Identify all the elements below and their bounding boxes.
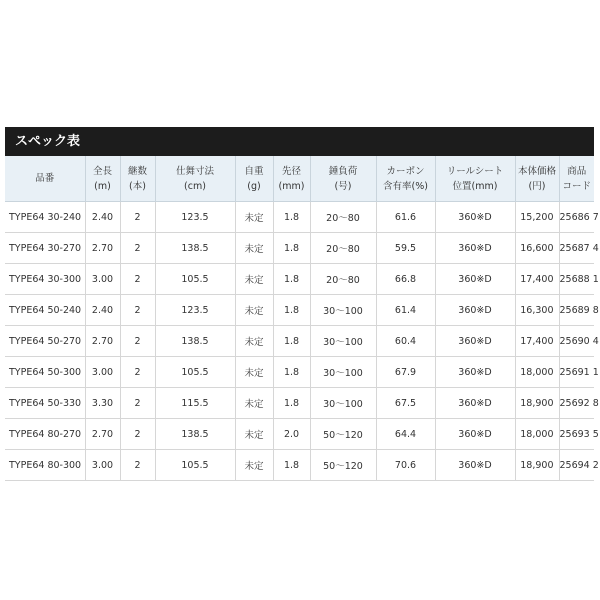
table-cell: 123.5 — [155, 295, 235, 326]
table-cell: 25687 4 — [559, 233, 594, 264]
table-cell: 360※D — [435, 450, 515, 481]
table-cell: 105.5 — [155, 264, 235, 295]
table-cell: 2.0 — [273, 419, 310, 450]
table-cell: TYPE64 30-270 — [5, 233, 85, 264]
table-cell: 未定 — [235, 326, 273, 357]
table-cell: 138.5 — [155, 233, 235, 264]
table-cell: 20〜80 — [310, 264, 376, 295]
header-cell: 継数 (本) — [120, 156, 155, 202]
table-cell: 2.70 — [85, 419, 120, 450]
table-cell: 16,600 — [515, 233, 559, 264]
header-cell: 錘負荷 (号) — [310, 156, 376, 202]
table-cell: 360※D — [435, 326, 515, 357]
table-cell: 3.00 — [85, 450, 120, 481]
table-row — [5, 357, 594, 388]
table-cell: 67.5 — [376, 388, 435, 419]
table-cell: 18,000 — [515, 357, 559, 388]
header-cell: 全長 (m) — [85, 156, 120, 202]
table-cell: 1.8 — [273, 233, 310, 264]
table-row — [5, 295, 594, 326]
table-row — [5, 388, 594, 419]
table-cell: 25694 2 — [559, 450, 594, 481]
table-cell: 360※D — [435, 233, 515, 264]
table-cell: 360※D — [435, 388, 515, 419]
table-cell: 25691 1 — [559, 357, 594, 388]
table-cell: 1.8 — [273, 357, 310, 388]
table-cell: 61.6 — [376, 202, 435, 233]
table-cell: TYPE64 50-240 — [5, 295, 85, 326]
header-cell: 先径 (mm) — [273, 156, 310, 202]
table-cell: 2.40 — [85, 202, 120, 233]
table-cell: 25690 4 — [559, 326, 594, 357]
table-cell: 60.4 — [376, 326, 435, 357]
spec-table — [5, 156, 599, 481]
table-cell: 未定 — [235, 202, 273, 233]
table-cell: TYPE64 80-300 — [5, 450, 85, 481]
table-cell: 25689 8 — [559, 295, 594, 326]
table-cell: 未定 — [235, 264, 273, 295]
table-cell: 2 — [120, 326, 155, 357]
table-row — [5, 264, 594, 295]
table-cell: TYPE64 50-300 — [5, 357, 85, 388]
table-cell: 17,400 — [515, 264, 559, 295]
table-cell: 未定 — [235, 419, 273, 450]
table-cell: 30〜100 — [310, 326, 376, 357]
table-cell: 1.8 — [273, 264, 310, 295]
table-cell: 2.70 — [85, 326, 120, 357]
table-cell: 未定 — [235, 450, 273, 481]
table-cell: 1.8 — [273, 450, 310, 481]
table-cell: 105.5 — [155, 450, 235, 481]
table-cell: 2 — [120, 233, 155, 264]
header-row — [5, 156, 594, 202]
header-cell: カーボン 含有率(%) — [376, 156, 435, 202]
table-cell: 30〜100 — [310, 295, 376, 326]
table-cell: 1.8 — [273, 202, 310, 233]
table-cell: TYPE64 50-330 — [5, 388, 85, 419]
table-cell: 30〜100 — [310, 388, 376, 419]
table-cell: 20〜80 — [310, 202, 376, 233]
table-cell: 138.5 — [155, 419, 235, 450]
spec-section — [5, 127, 599, 481]
table-cell: 64.4 — [376, 419, 435, 450]
table-cell: 360※D — [435, 419, 515, 450]
table-cell: 16,300 — [515, 295, 559, 326]
table-cell: 50〜120 — [310, 450, 376, 481]
table-cell: 70.6 — [376, 450, 435, 481]
table-cell: 15,200 — [515, 202, 559, 233]
table-cell: 2.40 — [85, 295, 120, 326]
table-cell: 2.70 — [85, 233, 120, 264]
table-cell: 18,000 — [515, 419, 559, 450]
table-cell: 2 — [120, 295, 155, 326]
table-cell: 59.5 — [376, 233, 435, 264]
table-cell: 18,900 — [515, 388, 559, 419]
table-cell: 20〜80 — [310, 233, 376, 264]
header-cell: 商品 コード — [559, 156, 594, 202]
table-cell: 25686 7 — [559, 202, 594, 233]
table-cell: 2 — [120, 450, 155, 481]
table-cell: 67.9 — [376, 357, 435, 388]
table-cell: 105.5 — [155, 357, 235, 388]
table-cell: 2 — [120, 419, 155, 450]
table-cell: 2 — [120, 357, 155, 388]
table-cell: 未定 — [235, 295, 273, 326]
table-cell: 360※D — [435, 357, 515, 388]
table-cell: TYPE64 30-300 — [5, 264, 85, 295]
header-cell: リールシート 位置(mm) — [435, 156, 515, 202]
header-cell: 品番 — [5, 156, 85, 202]
table-cell: 61.4 — [376, 295, 435, 326]
table-cell: 360※D — [435, 295, 515, 326]
table-cell: 360※D — [435, 202, 515, 233]
table-row — [5, 233, 594, 264]
table-cell: 18,900 — [515, 450, 559, 481]
table-cell: 1.8 — [273, 326, 310, 357]
table-cell: 50〜120 — [310, 419, 376, 450]
table-cell: 1.8 — [273, 295, 310, 326]
table-cell: TYPE64 50-270 — [5, 326, 85, 357]
spec-title: スペック表 — [5, 127, 594, 156]
table-cell: 1.8 — [273, 388, 310, 419]
table-cell: 138.5 — [155, 326, 235, 357]
table-row — [5, 419, 594, 450]
table-cell: 25692 8 — [559, 388, 594, 419]
table-row — [5, 326, 594, 357]
table-row — [5, 202, 594, 233]
table-cell: TYPE64 80-270 — [5, 419, 85, 450]
table-cell: 3.30 — [85, 388, 120, 419]
table-cell: 未定 — [235, 233, 273, 264]
table-cell: 2 — [120, 264, 155, 295]
header-cell: 本体価格 (円) — [515, 156, 559, 202]
header-cell: 自重 (g) — [235, 156, 273, 202]
table-cell: 66.8 — [376, 264, 435, 295]
table-cell: 25693 5 — [559, 419, 594, 450]
table-cell: 30〜100 — [310, 357, 376, 388]
table-cell: 17,400 — [515, 326, 559, 357]
table-cell: 360※D — [435, 264, 515, 295]
table-cell: TYPE64 30-240 — [5, 202, 85, 233]
table-cell: 115.5 — [155, 388, 235, 419]
table-cell: 2 — [120, 388, 155, 419]
table-cell: 2 — [120, 202, 155, 233]
table-row — [5, 450, 594, 481]
table-cell: 未定 — [235, 357, 273, 388]
table-cell: 3.00 — [85, 264, 120, 295]
table-cell: 未定 — [235, 388, 273, 419]
table-cell: 3.00 — [85, 357, 120, 388]
table-cell: 25688 1 — [559, 264, 594, 295]
table-cell: 123.5 — [155, 202, 235, 233]
header-cell: 仕舞寸法 (cm) — [155, 156, 235, 202]
